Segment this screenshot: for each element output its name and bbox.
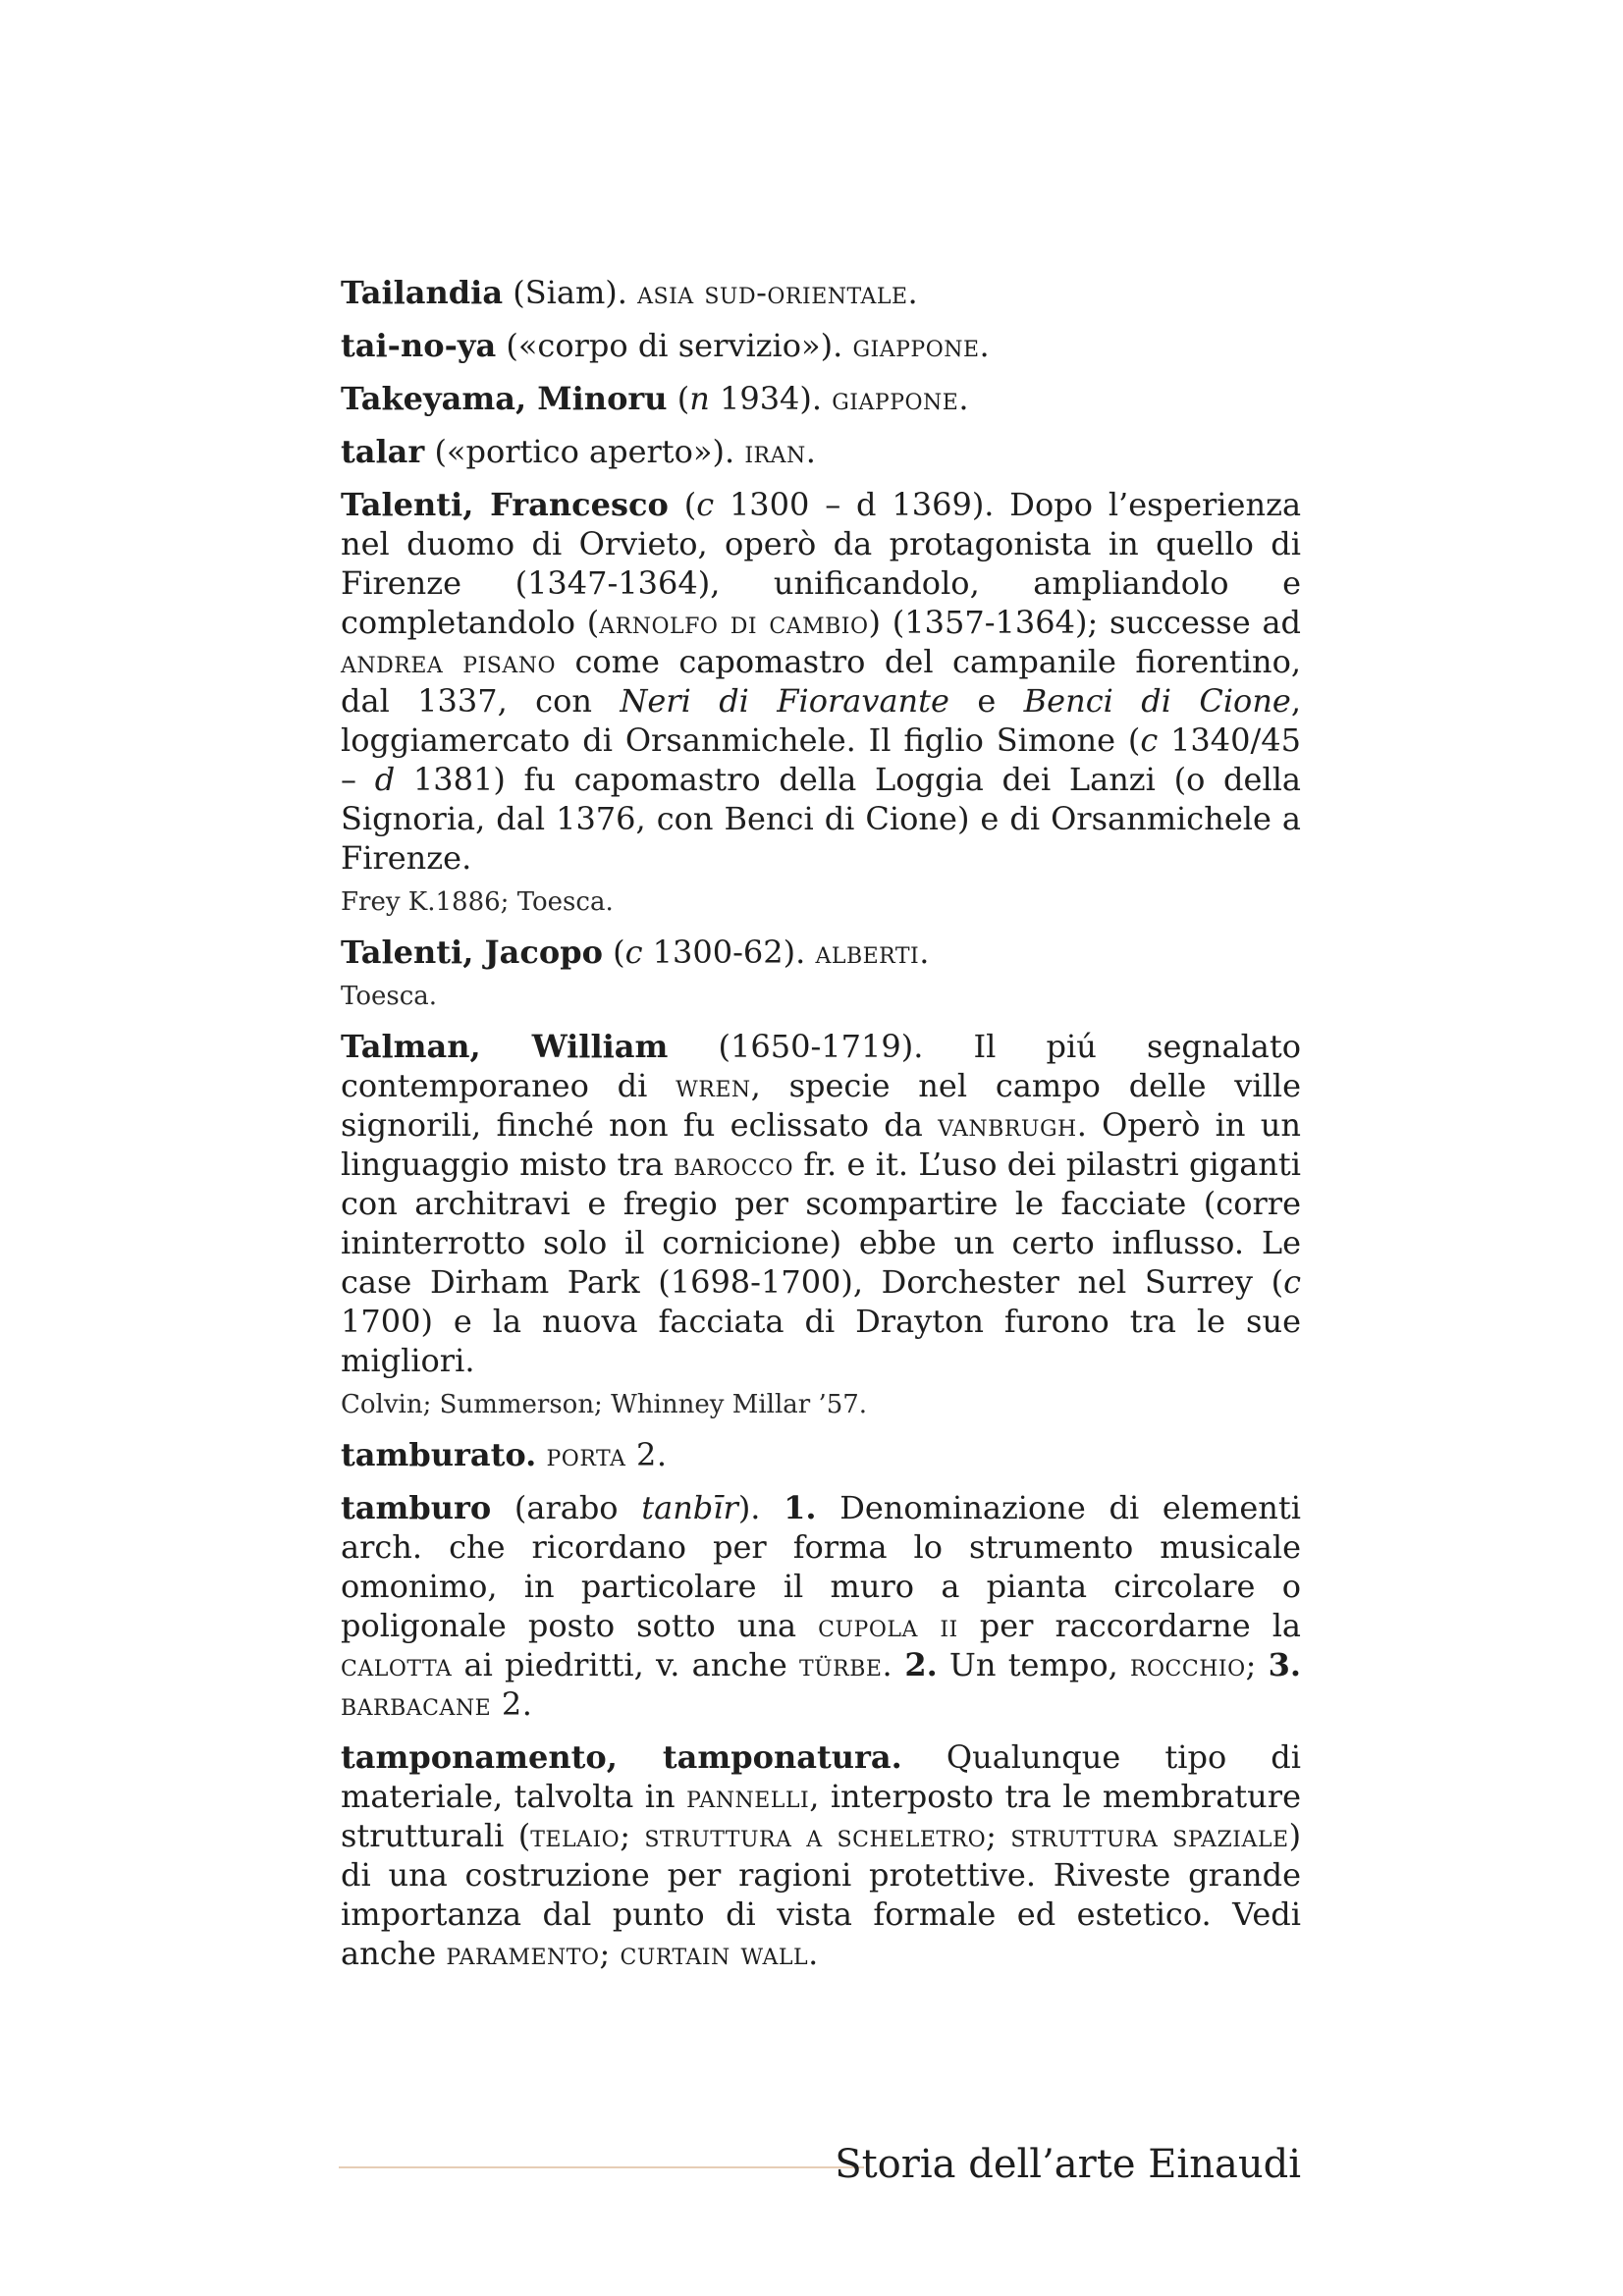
headword: talar — [341, 433, 425, 470]
entry-italic: Benci di Cione — [1023, 682, 1291, 720]
cross-reference: barbacane 2. — [341, 1685, 533, 1723]
cross-reference: giappone. — [832, 380, 970, 417]
entry-text — [893, 1646, 904, 1683]
entry-tai-no-ya — [341, 326, 1301, 365]
entry-italic: c — [1283, 1263, 1301, 1301]
entry-text: , interposto tra le membrature strutturali ( — [341, 1778, 1302, 1854]
entry-text: fr. e it. L’uso dei pilastri giganti con architravi e fregio per scompartire le facciate (corre ininterrotto solo il cornicione) ebbe un certo influsso. Le case Dirham Park (1698-1700), Dorchester nel Surrey ( — [341, 1146, 1302, 1301]
entry-italic: Neri di Fioravante — [620, 682, 949, 720]
footer-publication-title: Storia dell’arte Einaudi — [835, 2142, 1301, 2187]
cross-reference: curtain wall. — [620, 1935, 819, 1972]
entry-text: ; — [620, 1817, 645, 1854]
entry-text: ). — [737, 1489, 784, 1526]
footer-divider — [339, 2166, 864, 2168]
cross-reference: wren — [676, 1067, 751, 1104]
entry-text: 1300 – d 1369). Dopo l’esperienza nel duomo di Orvieto, operò da protagonista in quello di Firenze (1347-1364), unificandolo, ampliandolo e completandolo ( — [341, 486, 1302, 641]
entry-text: , loggiamercato di Orsanmichele. Il figlio Simone ( — [341, 682, 1302, 759]
headword: tai-no-ya — [341, 327, 497, 364]
sense-number: 2. — [904, 1646, 938, 1683]
headword: Talenti, Jacopo — [341, 934, 603, 971]
sense-number: 3. — [1268, 1646, 1302, 1683]
cross-reference: türbe. — [798, 1646, 893, 1683]
entry-tamburato — [341, 1435, 1301, 1474]
entry-text: ) (1357-1364); successe ad — [868, 604, 1302, 641]
cross-reference: pannelli — [686, 1778, 810, 1815]
entry-talenti-francesco — [341, 485, 1301, 878]
entry-text: . Operò in un linguaggio misto tra — [341, 1106, 1302, 1183]
entry-italic: d — [374, 761, 396, 798]
headword: tamburo — [341, 1489, 492, 1526]
cross-reference: paramento — [446, 1935, 600, 1972]
bibliography-reference: Toesca. — [341, 982, 438, 1011]
cross-reference: porta 2. — [546, 1436, 668, 1473]
cross-reference: alberti. — [815, 934, 930, 971]
cross-reference: giappone. — [852, 327, 991, 364]
entry-italic: c — [624, 934, 643, 971]
entry-text: ( — [668, 486, 697, 523]
entry-tamburo — [341, 1488, 1301, 1724]
cross-reference: iran. — [744, 433, 817, 470]
entry-text: ( — [667, 380, 690, 417]
entry-text: 1700) e la nuova facciata di Drayton furono tra le sue migliori. — [341, 1303, 1301, 1379]
dictionary-page — [341, 273, 1301, 1987]
entry-text: ; — [986, 1817, 1011, 1854]
entry-text: 1934). — [709, 380, 833, 417]
cross-reference: barocco — [674, 1146, 793, 1183]
entry-text: 1340/45 – — [341, 721, 1302, 798]
entry-text: (Siam). — [503, 274, 638, 311]
bibliography-reference: Frey K.1886; Toesca. — [341, 887, 614, 917]
headword: Tailandia — [341, 274, 504, 311]
entry-text: , specie nel campo delle ville signorili, finché non fu eclissato da — [341, 1067, 1302, 1144]
bibliography-reference: Colvin; Summerson; Whinney Millar ’57. — [341, 1390, 868, 1419]
cross-reference: cupola ii — [818, 1607, 958, 1644]
entry-talenti-jacopo — [341, 933, 1301, 972]
entry-tailandia — [341, 273, 1301, 312]
entry-takeyama — [341, 379, 1301, 418]
headword: tamponamento, tamponatura. — [341, 1738, 902, 1776]
headword: Takeyama, Minoru — [341, 380, 668, 417]
entry-text: 1300-62). — [642, 934, 816, 971]
cross-reference: vanbrugh — [938, 1106, 1077, 1144]
entry-text: per raccordarne la — [957, 1607, 1302, 1644]
sense-number: 1. — [784, 1489, 817, 1526]
entry-text: ; — [1245, 1646, 1269, 1683]
entry-text: Denominazione di elementi arch. che ricordano per forma lo strumento musicale omonimo, in particolare il muro a pianta circolare o poligonale posto sotto una — [341, 1489, 1302, 1644]
entry-text: («portico aperto»). — [424, 433, 745, 470]
cross-reference: struttura a scheletro — [644, 1817, 987, 1854]
entry-italic: tanbīr — [641, 1489, 738, 1526]
headword: Talman, William — [341, 1028, 669, 1065]
entry-text: ; — [599, 1935, 621, 1972]
headword: tamburato. — [341, 1436, 537, 1473]
headword: Talenti, Francesco — [341, 486, 669, 523]
entry-talman — [341, 1027, 1301, 1380]
entry-text: ( — [602, 934, 625, 971]
cross-reference: calotta — [341, 1646, 453, 1683]
cross-reference: rocchio — [1129, 1646, 1246, 1683]
entry-talar — [341, 432, 1301, 471]
entry-text: (arabo — [491, 1489, 642, 1526]
entry-text — [536, 1436, 546, 1473]
entry-text: 1381) fu capomastro della Loggia dei Lanzi (o della Signoria, dal 1376, con Benci di Cione) e di Orsanmichele a Firenze. — [341, 761, 1302, 877]
entry-italic: c — [696, 486, 715, 523]
cross-reference: struttura spaziale — [1010, 1817, 1289, 1854]
entry-italic: c — [1140, 721, 1159, 759]
entry-text: Qualunque tipo di materiale, talvolta in — [341, 1738, 1302, 1815]
entry-text: («corpo di servizio»). — [496, 327, 853, 364]
entry-text: e — [948, 682, 1024, 720]
cross-reference: andrea pisano — [341, 643, 556, 680]
entry-text: ) di una costruzione per ragioni protettive. Riveste grande importanza dal punto di vista formale ed estetico. Vedi anche — [341, 1817, 1302, 1972]
cross-reference: arnolfo di cambio — [599, 604, 869, 641]
cross-reference: telaio — [530, 1817, 621, 1854]
cross-reference: asia sud-orientale. — [637, 274, 919, 311]
entry-text: (1650-1719). Il piú segnalato contemporaneo di — [341, 1028, 1302, 1104]
entry-text: ai piedritti, v. anche — [452, 1646, 799, 1683]
entry-text: Un tempo, — [937, 1646, 1130, 1683]
entry-tamponamento — [341, 1737, 1301, 1973]
entry-text: come capomastro del campanile fiorentino, dal 1337, con — [341, 643, 1301, 720]
entry-italic: n — [689, 380, 710, 417]
